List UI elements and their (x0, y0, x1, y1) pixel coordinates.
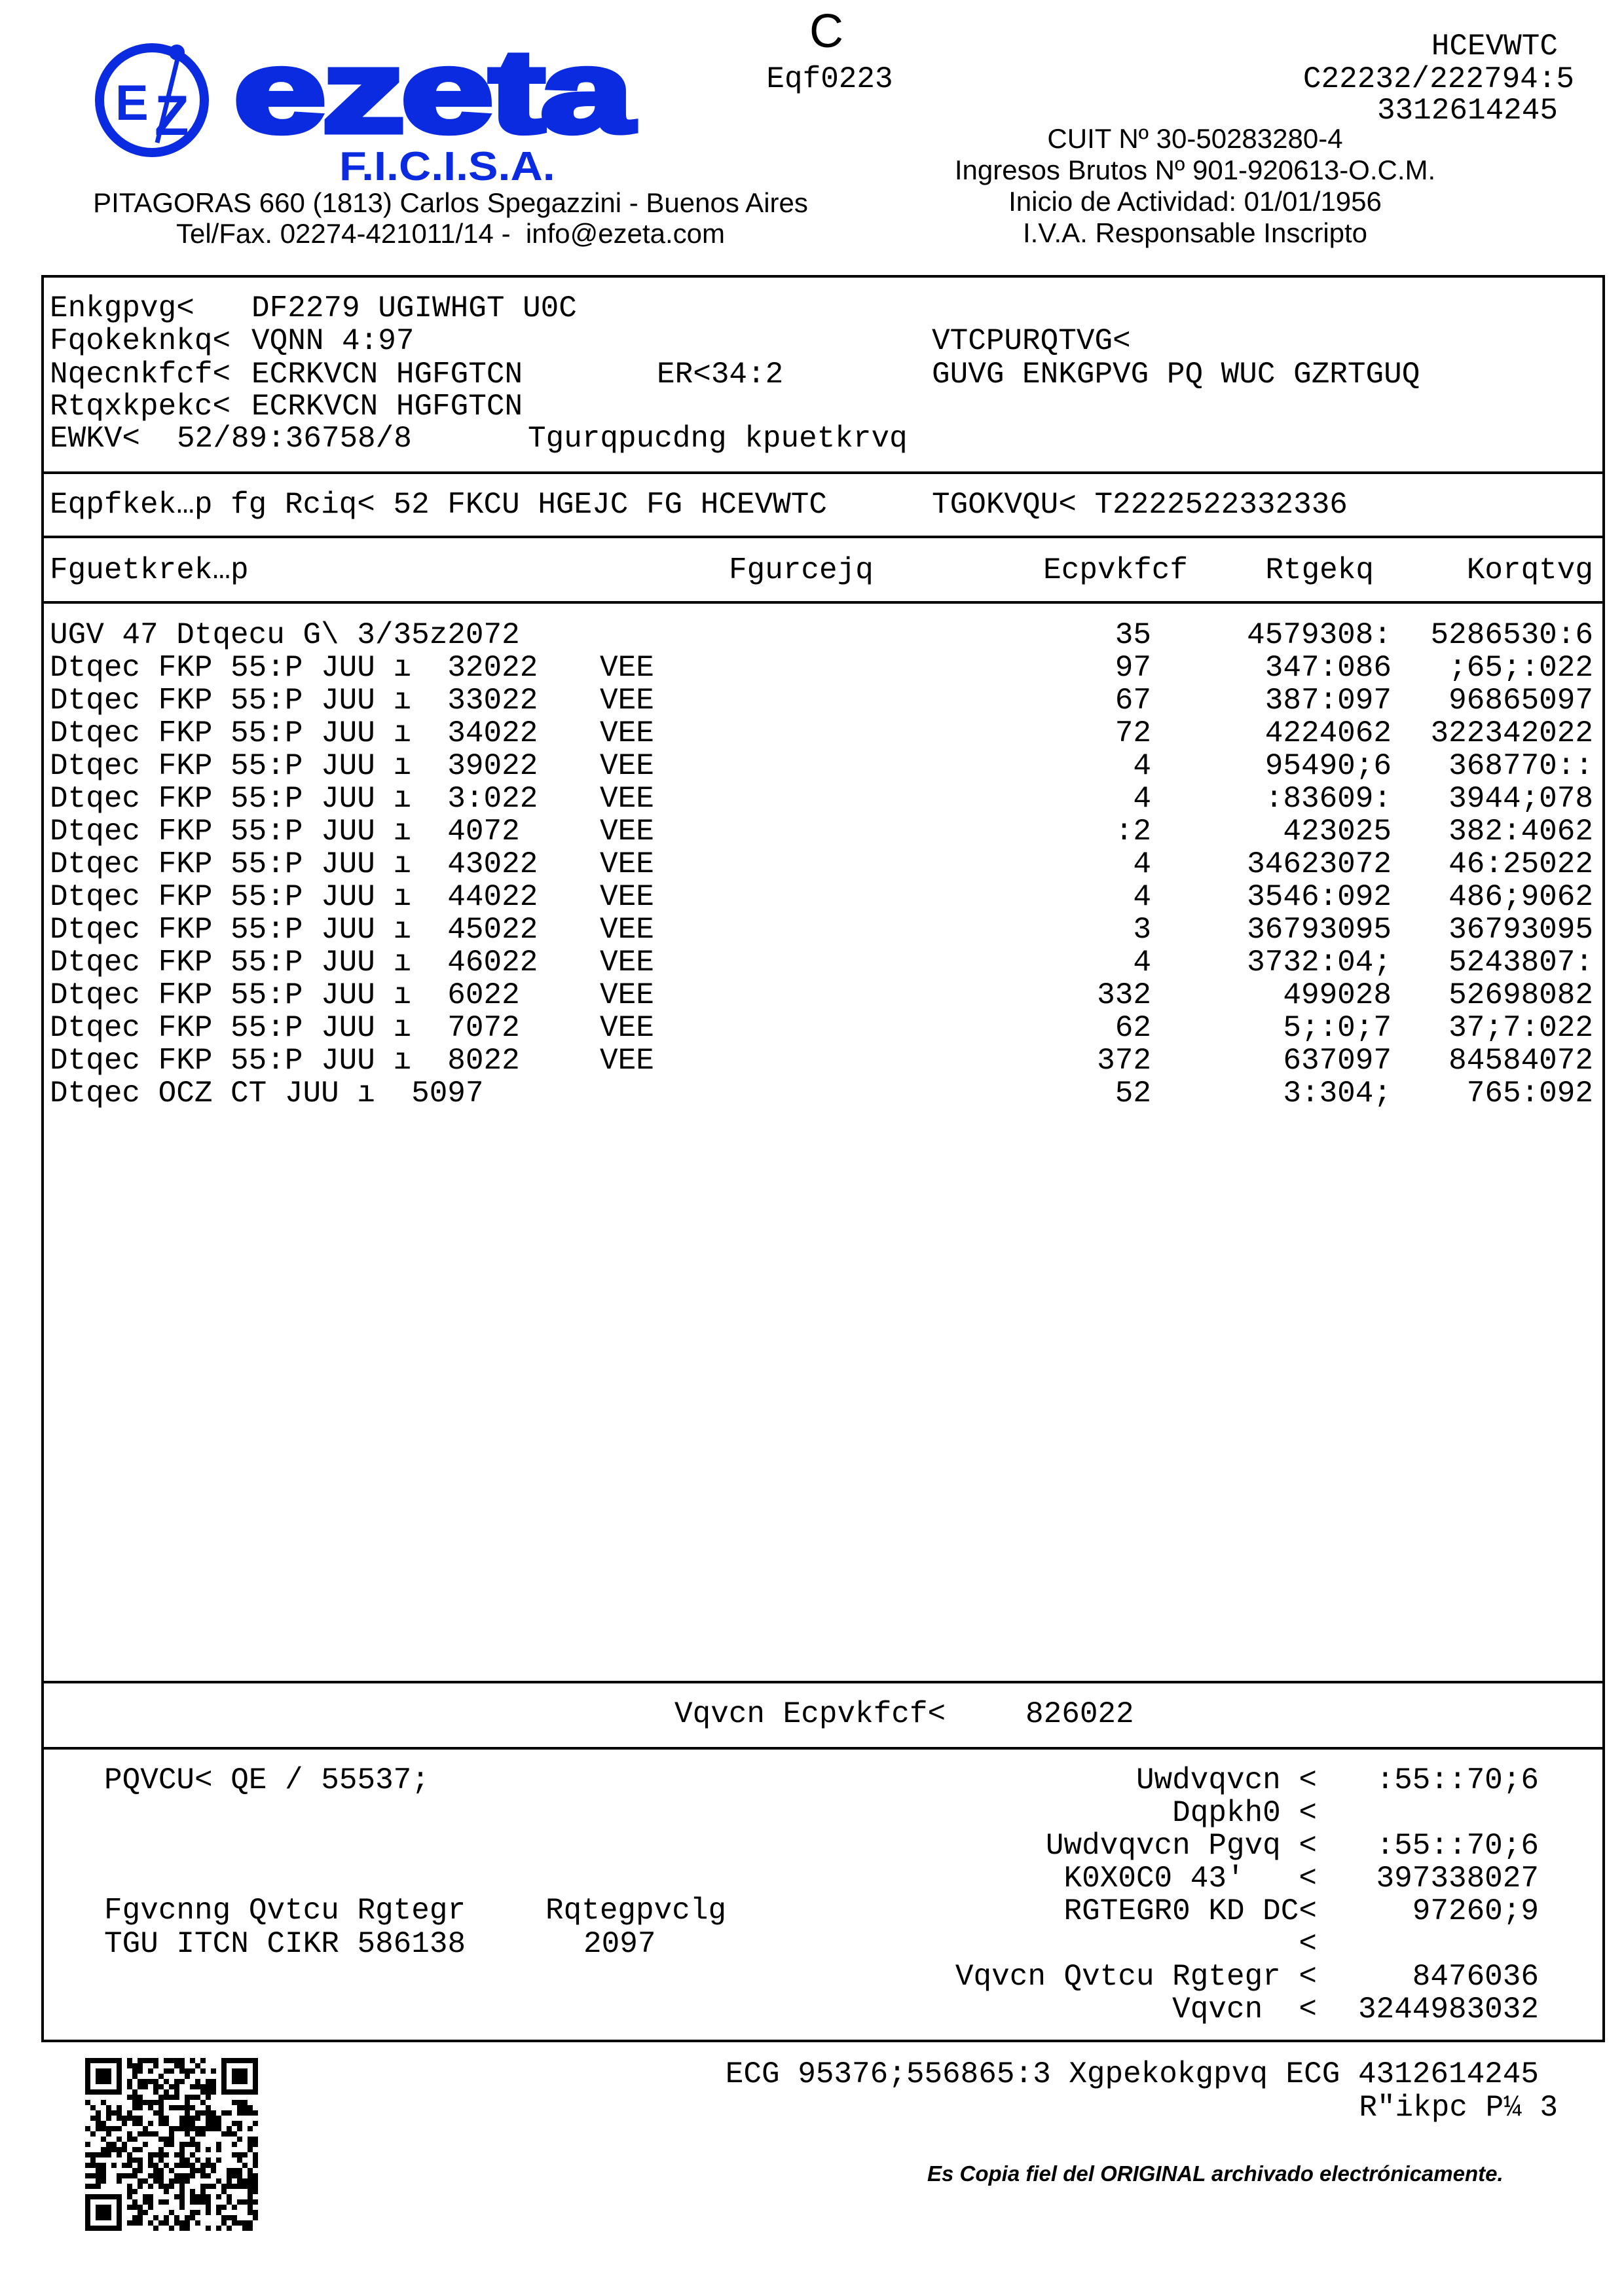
row-code: VEE (600, 946, 654, 980)
total-label: Uwdvqvcn < (1135, 1763, 1317, 1797)
row-price: 34623072 (1247, 847, 1392, 881)
logo-subtitle: F.I.C.I.S.A. (339, 144, 555, 189)
row-quantity: 52 (1115, 1076, 1151, 1111)
row-price: 387:097 (1264, 684, 1392, 718)
row-code: VEE (600, 651, 654, 685)
row-amount: 368770:: (1449, 749, 1593, 783)
transport-value: GUVG ENKGPVG PQ WUC GZRTGUQ (932, 358, 1420, 392)
row-code: VEE (600, 1011, 654, 1045)
col-price: Rtgekq (1265, 553, 1374, 587)
row-price: 3:304; (1283, 1076, 1392, 1111)
row-price: 423025 (1283, 815, 1392, 849)
total-label: < (1299, 1927, 1317, 1961)
row-description: Dtqec FKP 55:P JUU ı 32022 (50, 651, 538, 685)
row-description: Dtqec FKP 55:P JUU ı 44022 (50, 880, 538, 914)
row-description: Dtqec FKP 55:P JUU ı 7072 (50, 1011, 520, 1045)
row-amount: 486;9062 (1449, 880, 1593, 914)
row-quantity: 4 (1133, 880, 1151, 914)
divider (41, 601, 1605, 604)
col-amount: Korqtvg (1466, 553, 1593, 587)
row-price: 347:086 (1264, 651, 1392, 685)
document-date: 3312614245 (1376, 94, 1558, 128)
total-value: 97260;9 (1412, 1894, 1539, 1928)
row-quantity: 35 (1115, 618, 1151, 652)
total-label: Dqpkh0 < (1172, 1796, 1317, 1830)
inicio-actividad: Inicio de Actividad: 01/01/1956 (1008, 186, 1382, 217)
company-contact: Tel/Fax. 02274-421011/14 - info@ezeta.com (175, 218, 726, 249)
ez-emblem-icon (92, 38, 216, 159)
row-amount: 96865097 (1449, 684, 1593, 718)
row-quantity: 4 (1133, 749, 1151, 783)
row-amount: 84584072 (1449, 1044, 1593, 1078)
row-code: VEE (600, 847, 654, 881)
col-quantity: Ecpvkfcf (1043, 553, 1188, 587)
total-label: RGTEGR0 KD DC< (1063, 1894, 1317, 1928)
row-description: Dtqec FKP 55:P JUU ı 45022 (50, 913, 538, 947)
client-value: DF2279 UGIWHGT U0C (251, 291, 577, 325)
perception-percent: 2097 (583, 1927, 656, 1961)
client-cuit-label: EWKV< (50, 422, 141, 456)
row-code: VEE (600, 716, 654, 750)
row-amount: 382:4062 (1449, 815, 1593, 849)
row-code: VEE (600, 913, 654, 947)
payment-condition: Eqpfkek…p fg Rciq< 52 FKCU HGEJC FG HCEVWTC (50, 488, 827, 522)
order-notes: PQVCU< QE / 55537; (104, 1763, 430, 1797)
row-description: Dtqec FKP 55:P JUU ı 34022 (50, 716, 538, 750)
row-quantity: 97 (1115, 651, 1151, 685)
row-price: 5;:0;7 (1283, 1011, 1392, 1045)
row-quantity: 372 (1097, 1044, 1151, 1078)
row-description: Dtqec FKP 55:P JUU ı 33022 (50, 684, 538, 718)
province-label: Rtqxkpekc< (50, 390, 231, 424)
divider (41, 536, 1605, 538)
ingresos-brutos: Ingresos Brutos Nº 901-920613-O.C.M. (954, 155, 1436, 185)
total-label: Uwdvqvcn Pgvq < (1045, 1829, 1317, 1863)
total-label: K0X0C0 43' < (1063, 1862, 1317, 1896)
row-description: Dtqec OCZ CT JUU ı 5097 (50, 1076, 484, 1111)
city-value: ECRKVCN HGFGTCN (251, 358, 523, 392)
row-quantity: 3 (1133, 913, 1151, 947)
divider (41, 471, 1605, 474)
total-value: :55::70;6 (1376, 1763, 1539, 1797)
row-code: VEE (600, 815, 654, 849)
row-price: 3546:092 (1247, 880, 1392, 914)
row-price: :83609: (1264, 782, 1392, 816)
total-label: Vqvcn Qvtcu Rgtegr < (955, 1960, 1317, 1994)
invoice-letter: C (809, 5, 843, 58)
row-amount: ;65;:022 (1449, 651, 1593, 685)
company-address: PITAGORAS 660 (1813) Carlos Spegazzini - Buenos Aires (93, 187, 808, 218)
row-quantity: 67 (1115, 684, 1151, 718)
total-value: 3244983032 (1357, 1992, 1539, 2027)
row-amount: 322342022 (1430, 716, 1593, 750)
svg-text:E: E (115, 75, 149, 131)
perception-detail-label: Fgvcnng Qvtcu Rgtegr (104, 1894, 466, 1928)
row-code: VEE (600, 782, 654, 816)
row-quantity: 4 (1133, 782, 1151, 816)
row-description: Dtqec FKP 55:P JUU ı 8022 (50, 1044, 520, 1078)
row-description: Dtqec FKP 55:P JUU ı 46022 (50, 946, 538, 980)
row-amount: 5243807: (1449, 946, 1593, 980)
row-description: Dtqec FKP 55:P JUU ı 39022 (50, 749, 538, 783)
row-quantity: :2 (1115, 815, 1151, 849)
col-description: Fguetkrek…p (50, 553, 249, 587)
row-amount: 5286530:6 (1430, 618, 1593, 652)
postal-code: ER<34:2 (657, 358, 784, 392)
row-price: 4224062 (1264, 716, 1392, 750)
client-tax-condition: Tgurqpucdng kpuetkrvq (528, 422, 908, 456)
row-price: 499028 (1283, 978, 1392, 1012)
page-number: R"ikpc P¼ 3 (1359, 2091, 1558, 2125)
row-code: VEE (600, 684, 654, 718)
perception-percent-label: Rqtegpvclg (545, 1894, 727, 1928)
total-quantity-value: 826022 (1025, 1697, 1134, 1731)
logo-wordmark: ezeta (234, 26, 629, 156)
remito-number: TGOKVQU< T2222522332336 (932, 488, 1348, 522)
row-code: VEE (600, 880, 654, 914)
divider (41, 1681, 1605, 1683)
row-amount: 46:25022 (1449, 847, 1593, 881)
svg-text:Z: Z (155, 84, 189, 147)
row-price: 36793095 (1247, 913, 1392, 947)
row-description: UGV 47 Dtqecu G\ 3/35z2072 (50, 618, 520, 652)
client-cuit-value: 52/89:36758/8 (177, 422, 412, 456)
city-label: Nqecnkfcf< (50, 358, 231, 392)
row-amount: 52698082 (1449, 978, 1593, 1012)
total-value: :55::70;6 (1376, 1829, 1539, 1863)
row-code: VEE (600, 749, 654, 783)
cuit: CUIT Nº 30-50283280-4 (1047, 123, 1343, 154)
row-price: 4579308: (1247, 618, 1392, 652)
row-quantity: 4 (1133, 847, 1151, 881)
row-description: Dtqec FKP 55:P JUU ı 6022 (50, 978, 520, 1012)
row-code: VEE (600, 978, 654, 1012)
total-quantity-label: Vqvcn Ecpvkfcf< (674, 1697, 946, 1731)
row-price: 95490;6 (1264, 749, 1392, 783)
document-title: HCEVWTC (1431, 29, 1558, 64)
document-number: C22232/222794:5 (1302, 62, 1574, 96)
row-price: 3732:04; (1247, 946, 1392, 980)
col-discount: Fgurcejq (729, 553, 874, 587)
row-amount: 37;7:022 (1449, 1011, 1593, 1045)
row-amount: 3944;078 (1449, 782, 1593, 816)
row-quantity: 4 (1133, 946, 1151, 980)
total-label: Vqvcn < (1172, 1992, 1317, 2027)
client-label: Enkgpvg< (50, 291, 194, 325)
address-value: VQNN 4:97 (251, 324, 415, 358)
row-amount: 36793095 (1449, 913, 1593, 947)
cae-info: ECG 95376;556865:3 Xgpekokgpvq ECG 4312614245 (725, 2057, 1539, 2091)
row-quantity: 72 (1115, 716, 1151, 750)
row-price: 637097 (1283, 1044, 1392, 1078)
perception-name: TGU ITCN CIKR 586138 (104, 1927, 466, 1961)
row-description: Dtqec FKP 55:P JUU ı 43022 (50, 847, 538, 881)
row-quantity: 332 (1097, 978, 1151, 1012)
invoice-code: Eqf0223 (766, 62, 893, 96)
transport-label: VTCPURQTVG< (932, 324, 1131, 358)
total-value: 8476036 (1412, 1960, 1539, 1994)
row-quantity: 62 (1115, 1011, 1151, 1045)
copy-note: Es Copia fiel del ORIGINAL archivado electrónicamente. (927, 2161, 1504, 2186)
row-amount: 765:092 (1466, 1076, 1593, 1111)
total-value: 397338027 (1376, 1862, 1539, 1896)
address-label: Fqokeknkq< (50, 324, 231, 358)
qr-code (85, 2058, 258, 2231)
row-description: Dtqec FKP 55:P JUU ı 4072 (50, 815, 520, 849)
row-description: Dtqec FKP 55:P JUU ı 3:022 (50, 782, 538, 816)
divider (41, 1747, 1605, 1750)
iva-condition: I.V.A. Responsable Inscripto (1022, 217, 1368, 248)
province-value: ECRKVCN HGFGTCN (251, 390, 523, 424)
row-code: VEE (600, 1044, 654, 1078)
